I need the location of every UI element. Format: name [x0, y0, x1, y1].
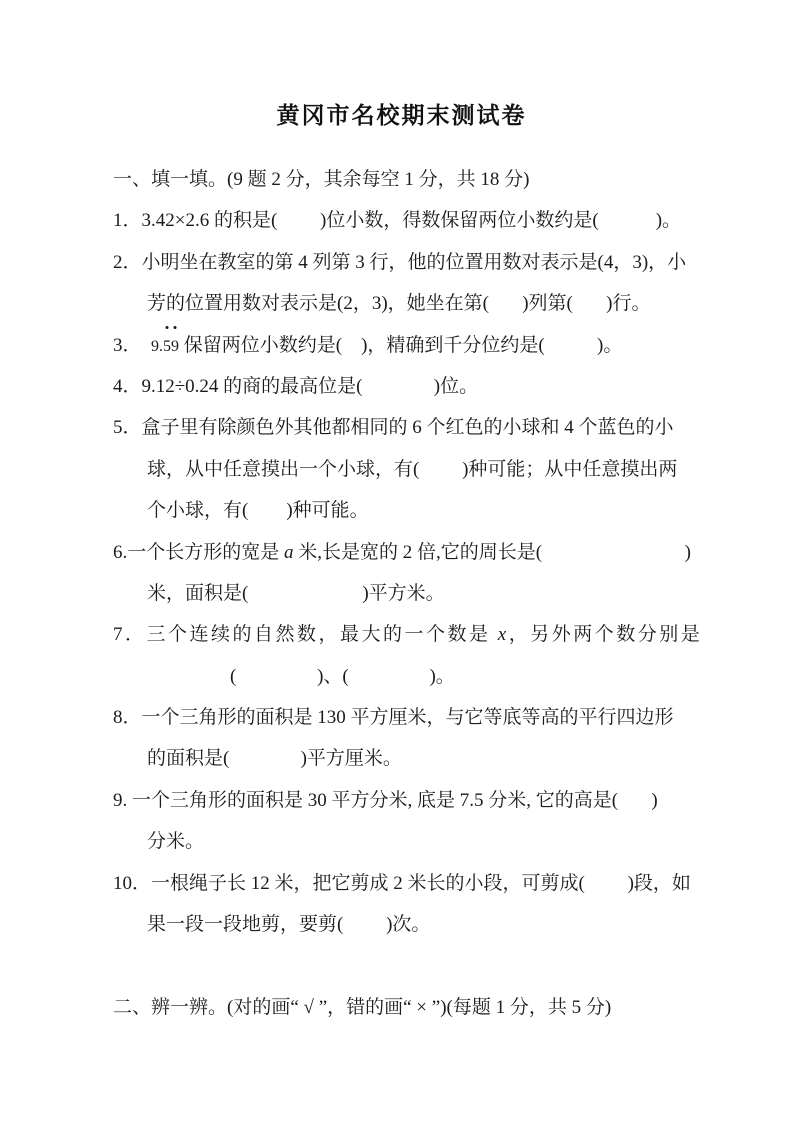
question-5-line-1 — [113, 407, 793, 448]
text-run: 一、填一填。(9 题 2 分，其余每空 1 分，共 18 分) — [113, 169, 530, 190]
italic-variable: a — [284, 541, 294, 563]
text-run: 9. 一个三角形的面积是 30 平方分米, 底是 7.5 分米, 它的高是( ) — [113, 789, 658, 811]
question-4 — [113, 366, 793, 407]
question-10-line-2 — [113, 904, 793, 945]
text-run: 二、辨一辨。(对的画“ √ ”，错的画“ × ”)(每题 1 分，共 5 分) — [113, 996, 612, 1018]
text-run: 6.一个长方形的宽是 — [113, 541, 285, 563]
question-7-line-2 — [113, 656, 793, 697]
question-6-line-2 — [113, 573, 793, 614]
section-1-heading — [113, 159, 793, 200]
question-8-line-1 — [113, 697, 793, 738]
question-10-line-1 — [113, 863, 793, 904]
question-8-line-2 — [113, 738, 793, 779]
question-5-line-3 — [113, 490, 793, 531]
text-run: 7．三个连续的自然数，最大的一个数是 — [113, 624, 498, 646]
repeating-digit-overdot: 5 — [163, 326, 171, 367]
section-2-heading — [113, 987, 793, 1028]
text-run: 4．9.12÷0.24 的商的最高位是( )位。 — [113, 375, 479, 397]
question-2-line-2 — [113, 283, 793, 324]
question-2-line-1 — [113, 242, 793, 283]
text-run: 个小球，有( )种可能。 — [147, 500, 369, 522]
question-9-line-2 — [113, 821, 793, 862]
paper-title: 黄冈市名校期末测试卷 — [276, 102, 527, 128]
question-9-line-1 — [113, 780, 793, 821]
question-3 — [113, 325, 793, 366]
text-run: 10．一根绳子长 12 米，把它剪成 2 米长的小段，可剪成( )段，如 — [113, 872, 691, 894]
repeating-digit-overdot: 9 — [171, 326, 179, 367]
text-run: 2．小明坐在教室的第 4 列第 3 行，他的位置用数对表示是(4，3)，小 — [113, 251, 687, 273]
text-run: 米,长是宽的 2 倍,它的周长是( ) — [293, 541, 691, 563]
question-7-line-1 — [113, 614, 793, 655]
text-run: 球，从中任意摸出一个小球，有( )种可能；从中任意摸出两 — [147, 458, 678, 480]
text-run: 3． — [113, 334, 152, 356]
question-1 — [113, 200, 793, 241]
question-5-line-2 — [113, 449, 793, 490]
repeating-decimal-prefix: 9. — [151, 337, 164, 355]
text-run: 的面积是( )平方厘米。 — [147, 748, 402, 770]
text-run: 分米。 — [147, 831, 205, 853]
text-run: 保留两位小数约是( )，精确到千分位约是( )。 — [179, 334, 623, 356]
text-run: ，另外两个数分别是 — [508, 624, 703, 646]
text-run: ( )、( )。 — [230, 665, 455, 687]
text-run: 1．3.42×2.6 的积是( )位小数，得数保留两位小数约是( )。 — [113, 210, 682, 232]
question-6-line-1 — [113, 532, 793, 573]
text-run: 5．盒子里有除颜色外其他都相同的 6 个红色的小球和 4 个蓝色的小 — [113, 417, 674, 439]
text-run: 芳的位置用数对表示是(2，3)，她坐在第( )列第( )行。 — [147, 293, 651, 315]
text-run: 8．一个三角形的面积是 130 平方厘米，与它等底等高的平行四边形 — [113, 707, 674, 729]
text-run: 米，面积是( )平方米。 — [147, 582, 445, 604]
italic-variable: x — [497, 624, 509, 646]
text-run: 果一段一段地剪，要剪( )次。 — [147, 914, 431, 936]
question-list — [113, 159, 793, 1028]
